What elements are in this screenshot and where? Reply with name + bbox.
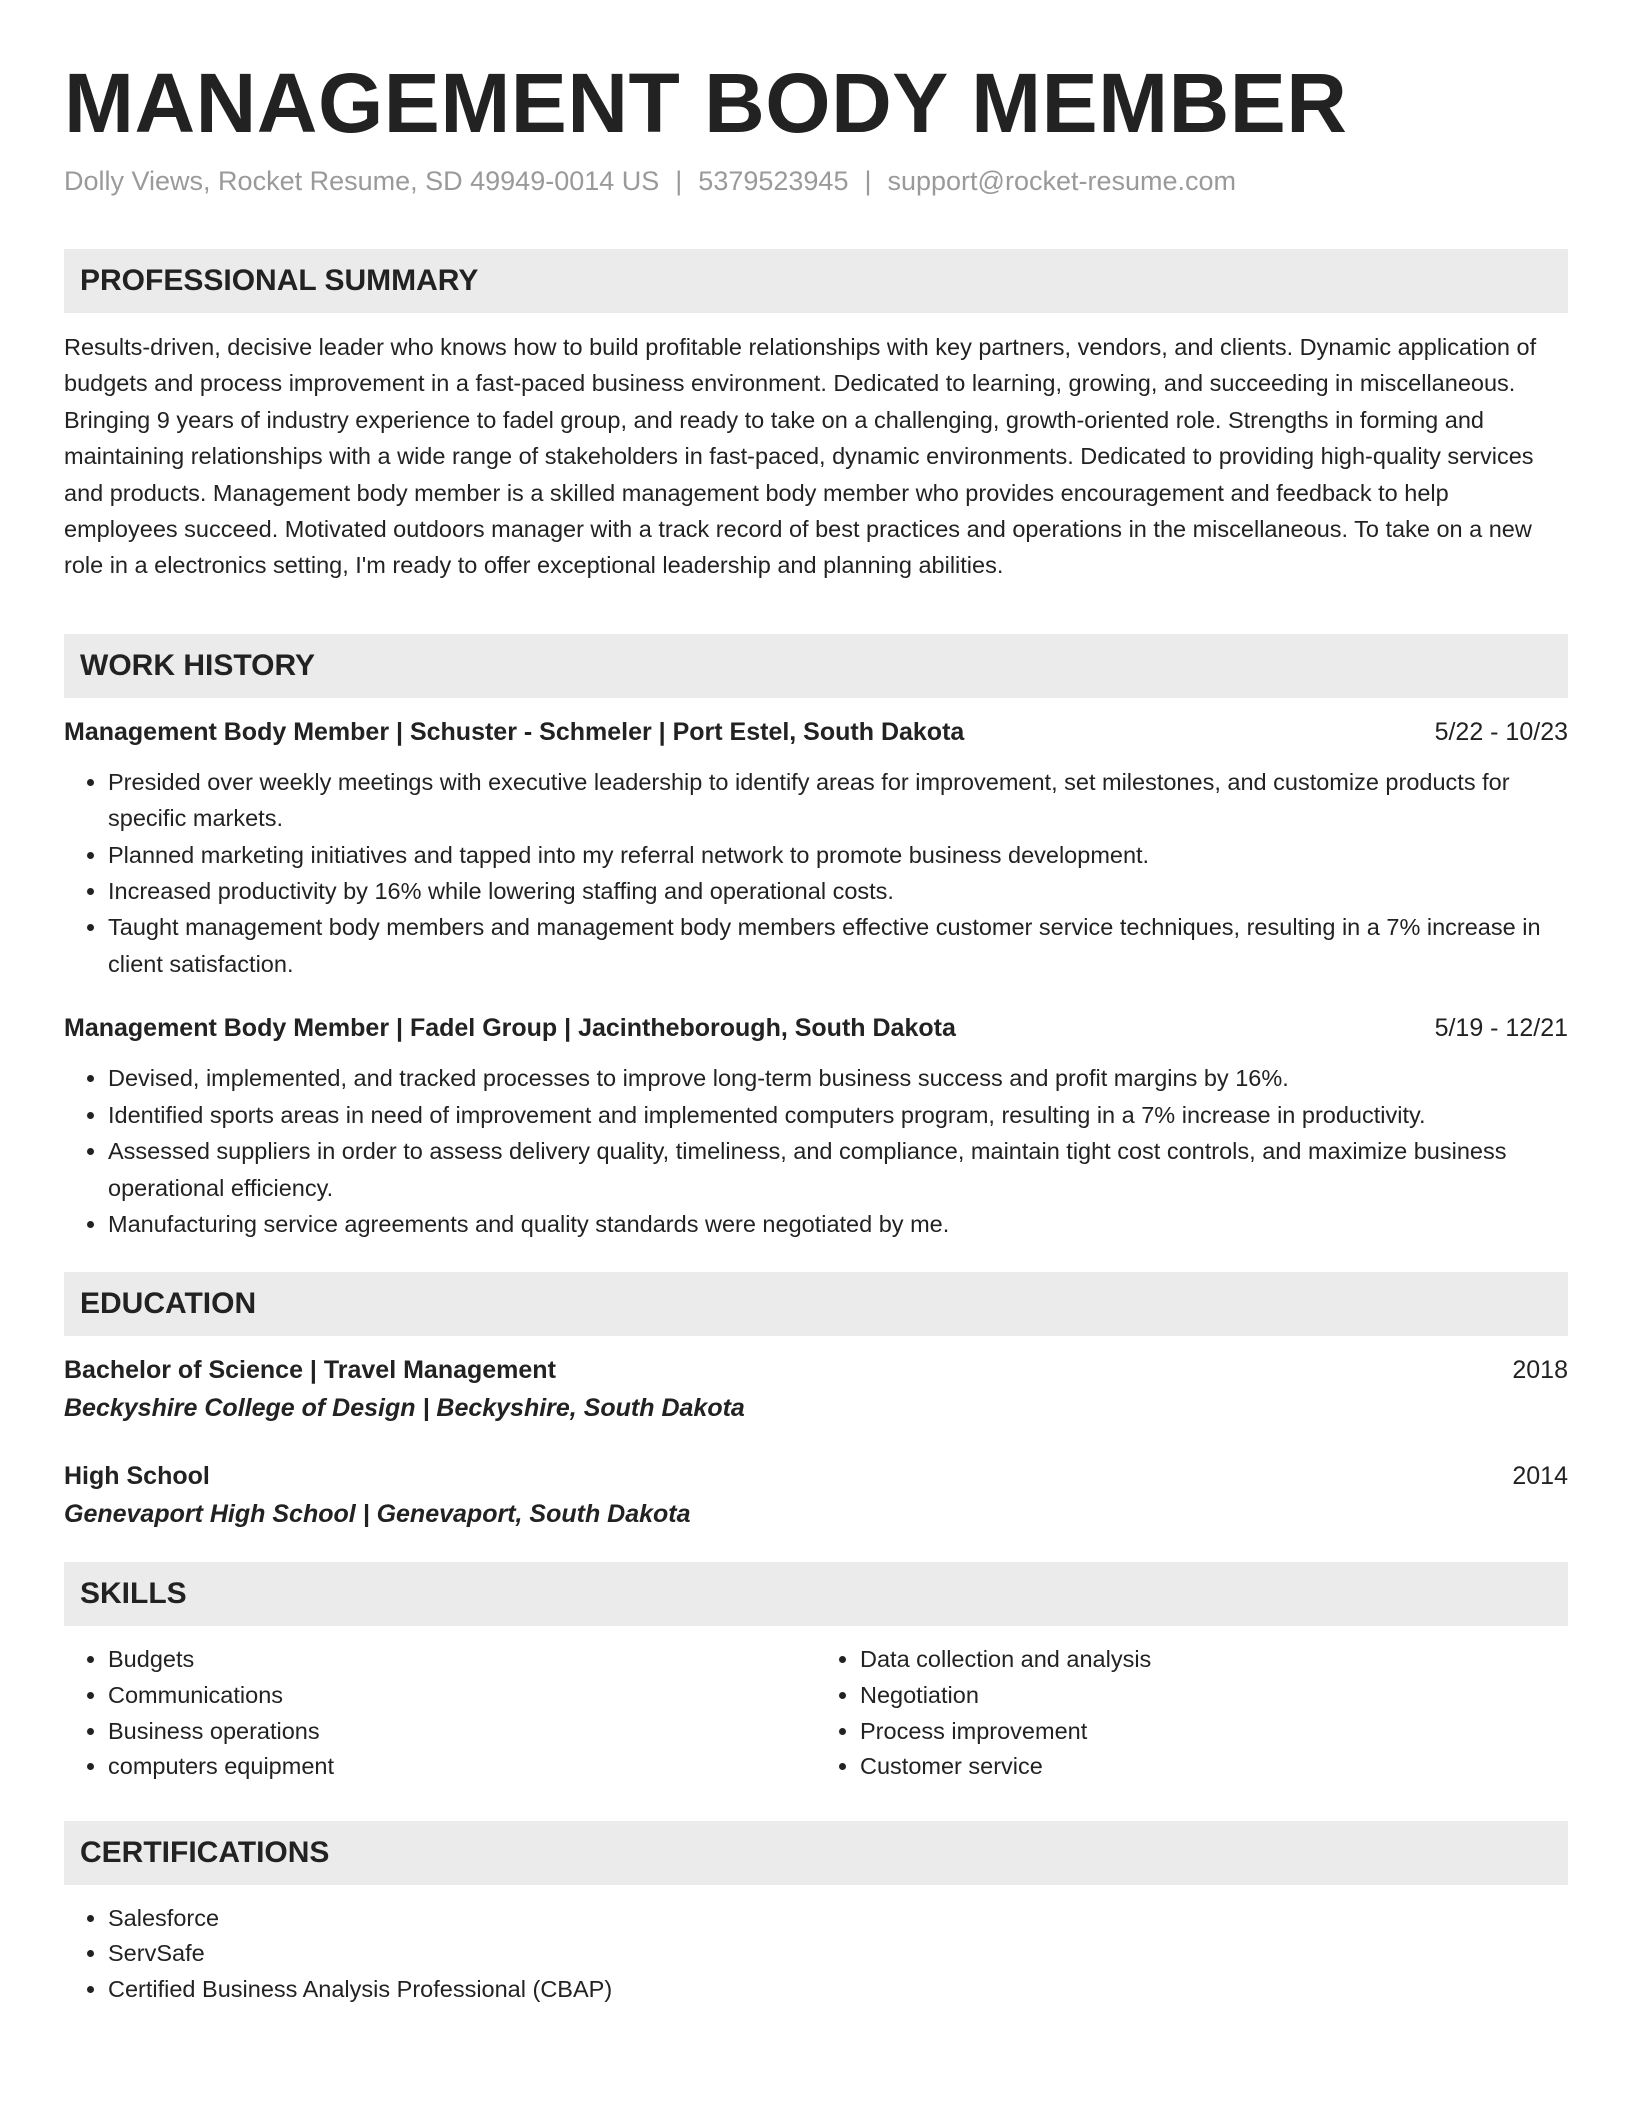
education-entry [64,1352,1568,1428]
list-item: • Customer service [860,1749,1568,1785]
graduation-year: 2018 [1512,1356,1568,1385]
contact-line [64,163,1568,199]
school-name: Beckyshire College of Design | Beckyshire, South Dakota [64,1394,745,1423]
list-item: • Identified sports areas in need of improvement and implemented computers program, resulting in a 7% increase in productivity. [108,1097,1568,1133]
school-name: Genevaport High School | Genevaport, South Dakota [64,1500,691,1529]
section-heading-skills: SKILLS [64,1562,1568,1626]
job-bullets [64,1060,1568,1242]
contact-address: Dolly Views, Rocket Resume, SD 49949-0014 US [64,166,660,196]
skills-list-right [816,1642,1568,1784]
job-bullets [64,764,1568,982]
list-item: • Assessed suppliers in order to assess delivery quality, timeliness, and compliance, maintain tight cost controls, and maximize business operational efficiency. [108,1133,1568,1206]
job-entry [64,1010,1568,1242]
summary-text: Results-driven, decisive leader who knows how to build profitable relationships with key partners, vendors, and clients. Dynamic application of budgets and process improvement in a fast-paced business environment. Dedicated to learning, growing, and succeeding in miscellaneous. Bringing 9 years of industry experience to fadel group, and ready to take on a challenging, growth-oriented role. Strengths in forming and maintaining relationships with a wide range of stakeholders in fast-paced, dynamic environments. Dedicated to providing high-quality services and products. Management body member is a skilled management body member who provides encouragement and feedback to help employees succeed. Motivated outdoors manager with a track record of best practices and operations in the miscellaneous. To take on a new role in a electronics setting, I'm ready to offer exceptional leadership and planning abilities. [64,334,1537,579]
section-heading-summary: PROFESSIONAL SUMMARY [64,249,1568,313]
contact-email: support@rocket-resume.com [887,166,1237,196]
job-title: Management Body Member | Fadel Group | Jacintheborough, South Dakota [64,1014,956,1043]
section-heading-certifications: CERTIFICATIONS [64,1821,1568,1885]
skills-list-left [64,1642,816,1784]
education-entry [64,1458,1568,1534]
list-item: • Data collection and analysis [860,1642,1568,1678]
job-entry [64,714,1568,982]
list-item: • Communications [108,1678,816,1714]
list-item: • Planned marketing initiatives and tapped into my referral network to promote business development. [108,837,1568,873]
list-item: • Process improvement [860,1714,1568,1750]
contact-separator: | [864,166,872,196]
degree: High School [64,1462,210,1491]
section-heading-work-history: WORK HISTORY [64,634,1568,698]
degree: Bachelor of Science | Travel Management [64,1356,556,1385]
certifications-list [64,1901,1568,2008]
education-header [64,1352,1568,1388]
job-dates: 5/19 - 12/21 [1434,1014,1568,1043]
list-item: • Increased productivity by 16% while lowering staffing and operational costs. [108,873,1568,909]
list-item: • Devised, implemented, and tracked processes to improve long-term business success and profit margins by 16%. [108,1060,1568,1096]
education-header [64,1458,1568,1494]
job-dates: 5/22 - 10/23 [1434,717,1568,746]
skills-columns [64,1642,1568,1784]
graduation-year: 2014 [1512,1462,1568,1491]
job-title: Management Body Member | Schuster - Schmeler | Port Estel, South Dakota [64,717,965,746]
list-item: • Presided over weekly meetings with executive leadership to identify areas for improvement, set milestones, and customize products for specific markets. [108,764,1568,837]
candidate-name: MANAGEMENT BODY MEMBER [64,56,1348,150]
list-item: • Budgets [108,1642,816,1678]
job-header [64,1010,1568,1046]
contact-phone: 5379523945 [698,166,849,196]
list-item: • Certified Business Analysis Professional (CBAP) [108,1972,1568,2008]
list-item: • Negotiation [860,1678,1568,1714]
list-item: • Business operations [108,1714,816,1750]
list-item: • Salesforce [108,1901,1568,1937]
list-item: • ServSafe [108,1936,1568,1972]
contact-separator: | [675,166,683,196]
list-item: • Manufacturing service agreements and quality standards were negotiated by me. [108,1206,1568,1242]
list-item: • Taught management body members and management body members effective customer service techniques, resulting in a 7% increase in client satisfaction. [108,909,1568,982]
list-item: • computers equipment [108,1749,816,1785]
section-heading-education: EDUCATION [64,1272,1568,1336]
job-header [64,714,1568,750]
